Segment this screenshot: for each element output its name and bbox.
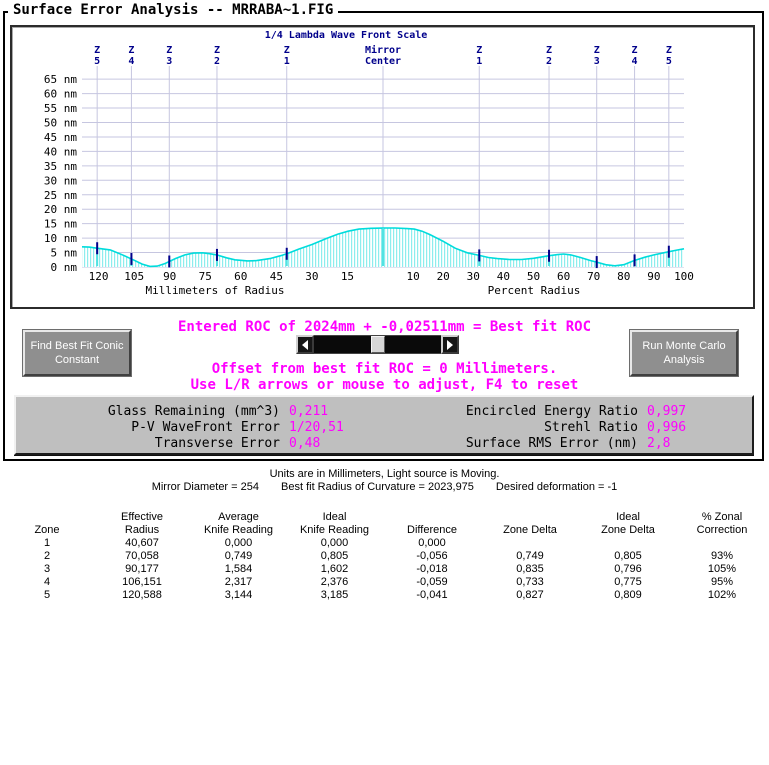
stat-row bbox=[404, 404, 749, 420]
y-tick-label: 25 nm bbox=[43, 188, 77, 202]
zone-label: Z bbox=[94, 45, 101, 56]
column-header: Average Knife Reading bbox=[203, 511, 274, 536]
table-cell: 95% bbox=[710, 576, 734, 588]
stat-label: Glass Remaining (mm^3) bbox=[107, 404, 280, 419]
table-cell: 70,058 bbox=[125, 550, 159, 562]
table-cell: -0,041 bbox=[416, 589, 448, 601]
zone-label: 1 bbox=[476, 56, 483, 67]
x-tick-label-mm: 90 bbox=[163, 270, 177, 283]
table-cell: 0,000 bbox=[418, 537, 446, 549]
stat-value: 2,8 bbox=[647, 436, 671, 451]
chart-title: 1/4 Lambda Wave Front Scale bbox=[264, 30, 428, 41]
stats-right-column bbox=[404, 404, 749, 452]
column-header: Zone Delta bbox=[503, 524, 557, 536]
zone-label: Mirror bbox=[364, 45, 402, 56]
zone-label: 1 bbox=[283, 56, 290, 67]
stat-label: Encircled Energy Ratio bbox=[465, 404, 638, 419]
stat-label: Strehl Ratio bbox=[544, 420, 638, 435]
arrow-right-icon bbox=[447, 340, 453, 350]
zone-label: 2 bbox=[213, 56, 220, 67]
table-cell: 1 bbox=[43, 537, 51, 549]
x-tick-label-pct: 20 bbox=[436, 270, 450, 283]
y-tick-label: 0 nm bbox=[50, 261, 77, 274]
x-tick-label-pct: 40 bbox=[496, 270, 511, 283]
zone-label: Z bbox=[631, 45, 638, 56]
table-cell: 3 bbox=[43, 563, 51, 575]
stat-row bbox=[404, 420, 749, 436]
column-header: Zone bbox=[34, 524, 60, 536]
table-cell bbox=[677, 537, 767, 550]
y-tick-label: 40 nm bbox=[43, 145, 77, 159]
y-tick-label: 50 nm bbox=[43, 116, 77, 130]
x-tick-label-mm: 30 bbox=[305, 270, 319, 283]
table-cell: 0,805 bbox=[320, 550, 349, 562]
scrollbar-thumb[interactable] bbox=[371, 336, 385, 353]
table-cell: 40,607 bbox=[125, 537, 159, 549]
table-cell: 0,805 bbox=[614, 550, 642, 562]
stat-value: 0,211 bbox=[289, 404, 329, 419]
x-tick-label-mm: 75 bbox=[198, 270, 212, 283]
y-tick-label: 30 nm bbox=[43, 174, 77, 188]
zone-label: 5 bbox=[665, 56, 672, 67]
x-tick-label-mm: 45 bbox=[269, 270, 283, 283]
table-cell: 0,733 bbox=[516, 576, 544, 588]
scroll-right-button[interactable] bbox=[441, 335, 459, 354]
stat-label: P-V WaveFront Error bbox=[131, 420, 280, 435]
table-cell: 0,827 bbox=[516, 589, 544, 601]
scrollbar-track[interactable] bbox=[314, 335, 441, 354]
zone-label: Z bbox=[593, 45, 600, 56]
table-cell: 3,185 bbox=[320, 589, 349, 601]
y-tick-label: 5 nm bbox=[50, 246, 77, 260]
stat-value: 0,996 bbox=[647, 420, 687, 435]
x-tick-label-pct: 60 bbox=[556, 270, 571, 283]
column-header: Effective Radius bbox=[121, 511, 163, 536]
table-cell: 3,144 bbox=[224, 589, 253, 601]
x-tick-label-pct: 10 bbox=[406, 270, 420, 283]
x-tick-label-mm: 105 bbox=[124, 270, 145, 283]
table-cell: 0,775 bbox=[614, 576, 642, 588]
wavefront-chart-panel bbox=[10, 25, 755, 309]
x-tick-label-mm: 120 bbox=[88, 270, 109, 283]
mirror-parameter: Mirror Diameter = 254 bbox=[151, 481, 259, 493]
table-cell bbox=[481, 537, 579, 550]
table-cell: 105% bbox=[707, 563, 737, 575]
units-text: Units are in Millimeters, Light source is Moving. bbox=[269, 468, 500, 480]
zone-label: 4 bbox=[128, 56, 135, 67]
table-row bbox=[1, 537, 767, 550]
table-cell: 0,749 bbox=[224, 550, 253, 562]
table-cell bbox=[579, 537, 677, 550]
table-cell: 0,835 bbox=[516, 563, 544, 575]
zone-label: Z bbox=[283, 45, 290, 56]
zone-label: Z bbox=[128, 45, 135, 56]
entered-roc-text: Entered ROC of 2024mm + -0,02511mm = Best fit ROC bbox=[177, 319, 591, 335]
table-row bbox=[1, 563, 767, 576]
table-row bbox=[1, 550, 767, 563]
zone-table-header bbox=[1, 511, 767, 537]
x-tick-label-pct: 50 bbox=[526, 270, 541, 283]
stat-row bbox=[404, 436, 749, 452]
zone-label: 2 bbox=[546, 56, 553, 67]
zone-label: 5 bbox=[94, 56, 101, 67]
table-cell: 2 bbox=[43, 550, 51, 562]
table-cell: 0,796 bbox=[614, 563, 642, 575]
zone-label: Z bbox=[166, 45, 173, 56]
mirror-parameter: Best fit Radius of Curvature = 2023,975 bbox=[281, 481, 474, 493]
x-tick-label-pct: 100 bbox=[674, 270, 694, 283]
adjust-hint-text: Use L/R arrows or mouse to adjust, F4 to reset bbox=[190, 377, 579, 393]
y-tick-label: 55 nm bbox=[43, 102, 77, 116]
y-tick-label: 65 nm bbox=[43, 73, 77, 87]
table-cell: 90,177 bbox=[125, 563, 159, 575]
x-tick-label-pct: 90 bbox=[647, 270, 661, 283]
arrow-left-icon bbox=[302, 340, 308, 350]
zone-label: 3 bbox=[166, 56, 173, 67]
table-cell: 5 bbox=[43, 589, 51, 601]
table-cell: 4 bbox=[43, 576, 51, 588]
y-tick-label: 20 nm bbox=[43, 203, 77, 217]
run-monte-carlo-button[interactable]: Run Monte Carlo Analysis bbox=[630, 330, 738, 376]
x-tick-label-pct: 80 bbox=[617, 270, 631, 283]
table-row bbox=[1, 589, 767, 602]
scroll-left-button[interactable] bbox=[296, 335, 314, 354]
table-cell: 0,749 bbox=[516, 550, 544, 562]
stat-label: Transverse Error bbox=[154, 436, 280, 451]
zone-label: Center bbox=[364, 56, 402, 67]
find-best-fit-conic-button[interactable]: Find Best Fit Conic Constant bbox=[23, 330, 131, 376]
y-tick-label: 45 nm bbox=[43, 130, 77, 144]
table-cell: 93% bbox=[710, 550, 734, 562]
zone-table-body bbox=[1, 537, 767, 602]
column-header: Ideal Knife Reading bbox=[299, 511, 370, 536]
stat-value: 1/20,51 bbox=[289, 420, 344, 435]
stats-panel bbox=[14, 395, 754, 455]
x-tick-label-pct: 70 bbox=[587, 270, 601, 283]
x-axis-title-right: Percent Radius bbox=[487, 284, 581, 297]
table-cell: -0,018 bbox=[416, 563, 448, 575]
x-tick-label-pct: 30 bbox=[466, 270, 480, 283]
y-tick-label: 15 nm bbox=[43, 217, 77, 231]
table-cell: 0,809 bbox=[614, 589, 642, 601]
table-row bbox=[1, 576, 767, 589]
stat-label: Surface RMS Error (nm) bbox=[465, 436, 638, 451]
zone-label: Z bbox=[546, 45, 553, 56]
column-header: Ideal Zone Delta bbox=[601, 511, 655, 536]
roc-offset-scrollbar[interactable] bbox=[296, 335, 459, 354]
zone-label: Z bbox=[665, 45, 672, 56]
zone-label: 4 bbox=[631, 56, 638, 67]
stat-row bbox=[46, 436, 391, 452]
zone-table bbox=[1, 511, 767, 602]
stat-row bbox=[46, 420, 391, 436]
table-cell: 1,584 bbox=[224, 563, 253, 575]
table-cell: 2,317 bbox=[224, 576, 253, 588]
table-cell: 2,376 bbox=[320, 576, 349, 588]
stat-value: 0,997 bbox=[647, 404, 687, 419]
table-cell: 106,151 bbox=[122, 576, 162, 588]
window-title: Surface Error Analysis -- MRRABA~1.FIG bbox=[8, 2, 338, 18]
table-cell: 0,000 bbox=[320, 537, 349, 549]
zone-label: Z bbox=[213, 45, 220, 56]
table-cell: -0,059 bbox=[416, 576, 448, 588]
mirror-parameter: Desired deformation = -1 bbox=[495, 481, 618, 493]
x-tick-label-mm: 15 bbox=[340, 270, 355, 283]
stat-row bbox=[46, 404, 391, 420]
y-tick-label: 35 nm bbox=[43, 159, 77, 173]
column-header: % Zonal Correction bbox=[696, 511, 748, 536]
zone-label: Z bbox=[476, 45, 483, 56]
stat-value: 0,48 bbox=[289, 436, 321, 451]
y-tick-label: 10 nm bbox=[43, 232, 77, 246]
x-axis-title-left: Millimeters of Radius bbox=[145, 284, 285, 297]
x-tick-label-mm: 60 bbox=[234, 270, 248, 283]
offset-text: Offset from best fit ROC = 0 Millimeters. bbox=[211, 361, 558, 377]
zone-label: 3 bbox=[593, 56, 600, 67]
table-cell: -0,056 bbox=[416, 550, 448, 562]
column-header: Difference bbox=[407, 524, 457, 536]
y-tick-label: 60 nm bbox=[43, 87, 77, 101]
header-row bbox=[1, 511, 767, 537]
mirror-parameters-text bbox=[0, 481, 769, 493]
table-cell: 1,602 bbox=[320, 563, 349, 575]
stats-left-column bbox=[46, 404, 391, 452]
table-cell: 102% bbox=[707, 589, 737, 601]
table-cell: 0,000 bbox=[224, 537, 253, 549]
table-cell: 120,588 bbox=[122, 589, 162, 601]
